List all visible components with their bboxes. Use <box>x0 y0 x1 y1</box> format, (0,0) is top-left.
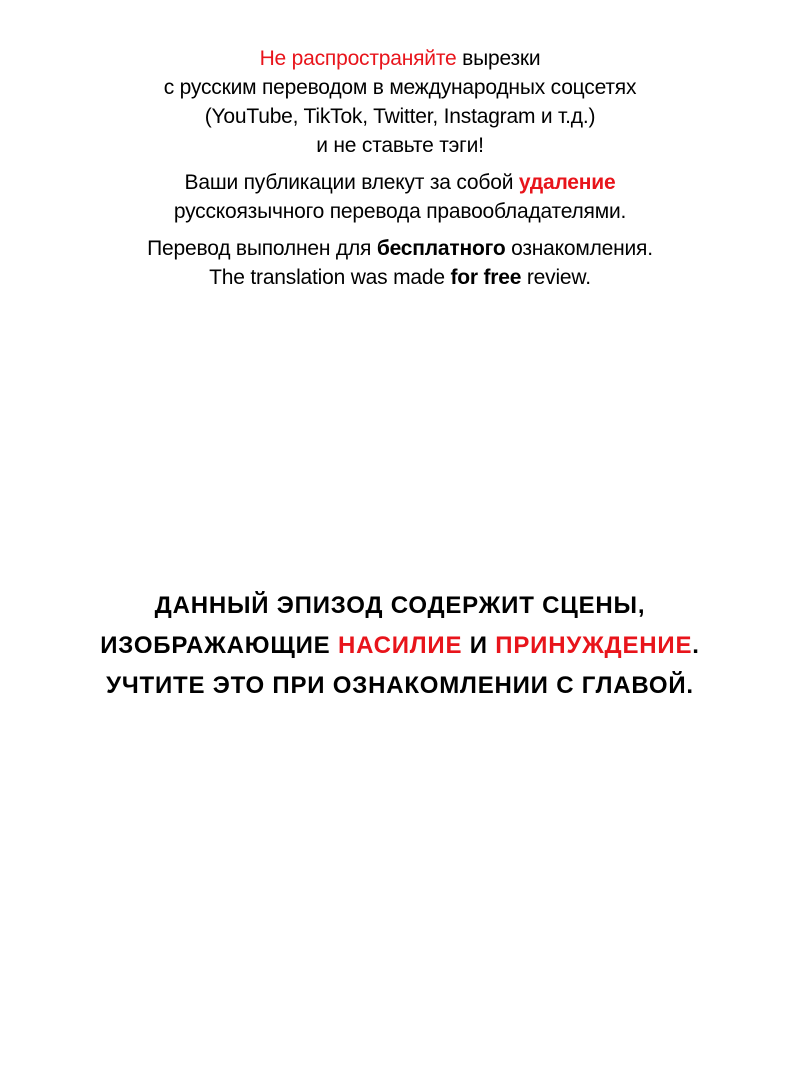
notice-line-1 <box>0 44 800 73</box>
notice-line-7-after: ознакомления. <box>505 237 653 260</box>
warning-line-2-before: ИЗОБРАЖАЮЩИЕ <box>100 632 338 659</box>
notice-line-3: (YouTube, TikTok, Twitter, Instagram и т.д.) <box>204 105 596 128</box>
notice-warning-red-text: Не распространяйте <box>259 47 457 70</box>
notice-line-4: и не ставьте тэги! <box>316 134 484 157</box>
notice-line-8-before: The translation was made <box>209 266 451 289</box>
warning-line-3: УЧТИТЕ ЭТО ПРИ ОЗНАКОМЛЕНИИ С ГЛАВОЙ. <box>106 672 694 699</box>
notice-line-5-before: Ваши публикации влекут за собой <box>184 171 519 194</box>
warning-line-2 <box>0 626 800 666</box>
notice-free-text-ru: бесплатного <box>376 237 506 260</box>
warning-violence-text: НАСИЛИЕ <box>337 632 463 659</box>
notice-line-8 <box>0 263 800 292</box>
notice-line-2: с русским переводом в международных соцсетях <box>163 76 637 99</box>
content-warning <box>0 586 800 706</box>
notice-line-8-after: review. <box>521 266 591 289</box>
notice-line-7-before: Перевод выполнен для <box>147 237 377 260</box>
notice-line-6: русскоязычного перевода правообладателями. <box>173 200 627 223</box>
notice-deletion-text: удаление <box>518 171 616 194</box>
translation-notice <box>0 44 800 292</box>
warning-coercion-text: ПРИНУЖДЕНИЕ <box>495 632 693 659</box>
notice-line-7 <box>0 234 800 263</box>
notice-line-1-rest: вырезки <box>456 47 541 70</box>
notice-line-5 <box>0 168 800 197</box>
warning-line-1: ДАННЫЙ ЭПИЗОД СОДЕРЖИТ СЦЕНЫ, <box>154 592 646 619</box>
warning-line-2-middle: И <box>462 632 496 659</box>
notice-free-text-en: for free <box>450 266 522 289</box>
warning-line-2-after: . <box>692 632 700 659</box>
